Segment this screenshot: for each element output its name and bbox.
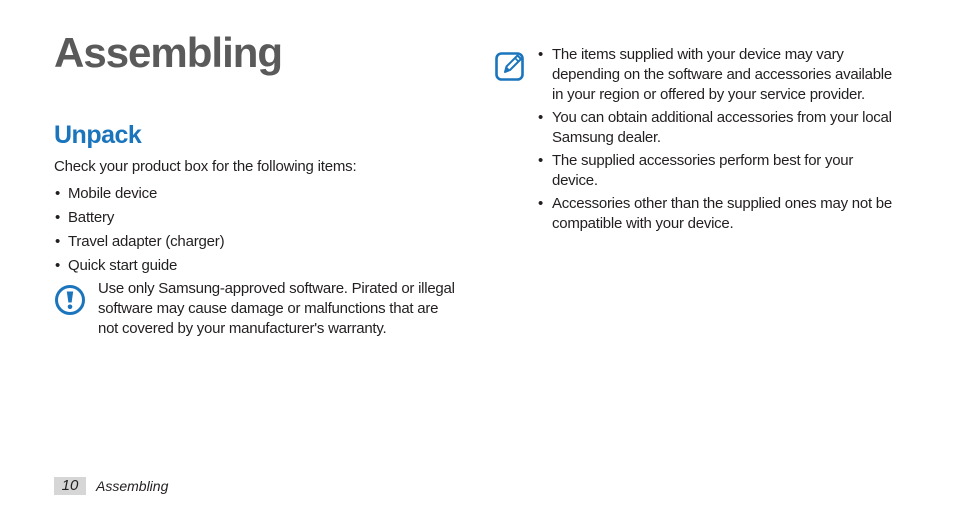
package-items-list xyxy=(54,184,224,280)
section-intro: Check your product box for the following items: xyxy=(54,158,357,175)
note-icon xyxy=(494,50,526,82)
warning-icon xyxy=(54,284,86,316)
footer-chapter-label: Assembling xyxy=(96,478,169,494)
page-title: Assembling xyxy=(54,29,283,76)
list-item: • Accessories other than the supplied ones may not be compatible with your device. xyxy=(538,194,900,234)
list-item: • Battery xyxy=(54,208,224,232)
list-item: • You can obtain additional accessories from your local Samsung dealer. xyxy=(538,108,900,148)
note-list xyxy=(538,45,900,237)
section-title-unpack: Unpack xyxy=(54,121,142,149)
page-number: 10 xyxy=(54,477,86,495)
list-item: • Quick start guide xyxy=(54,256,224,280)
list-item: • The items supplied with your device may vary depending on the software and accessories available in your region or offered by your service provider. xyxy=(538,45,900,105)
list-item: • Mobile device xyxy=(54,184,224,208)
list-item: • Travel adapter (charger) xyxy=(54,232,224,256)
warning-text: Use only Samsung-approved software. Pirated or illegal software may cause damage or malfunctions that are not covered by your manufacturer's warranty. xyxy=(98,280,455,337)
list-item: • The supplied accessories perform best for your device. xyxy=(538,151,900,191)
